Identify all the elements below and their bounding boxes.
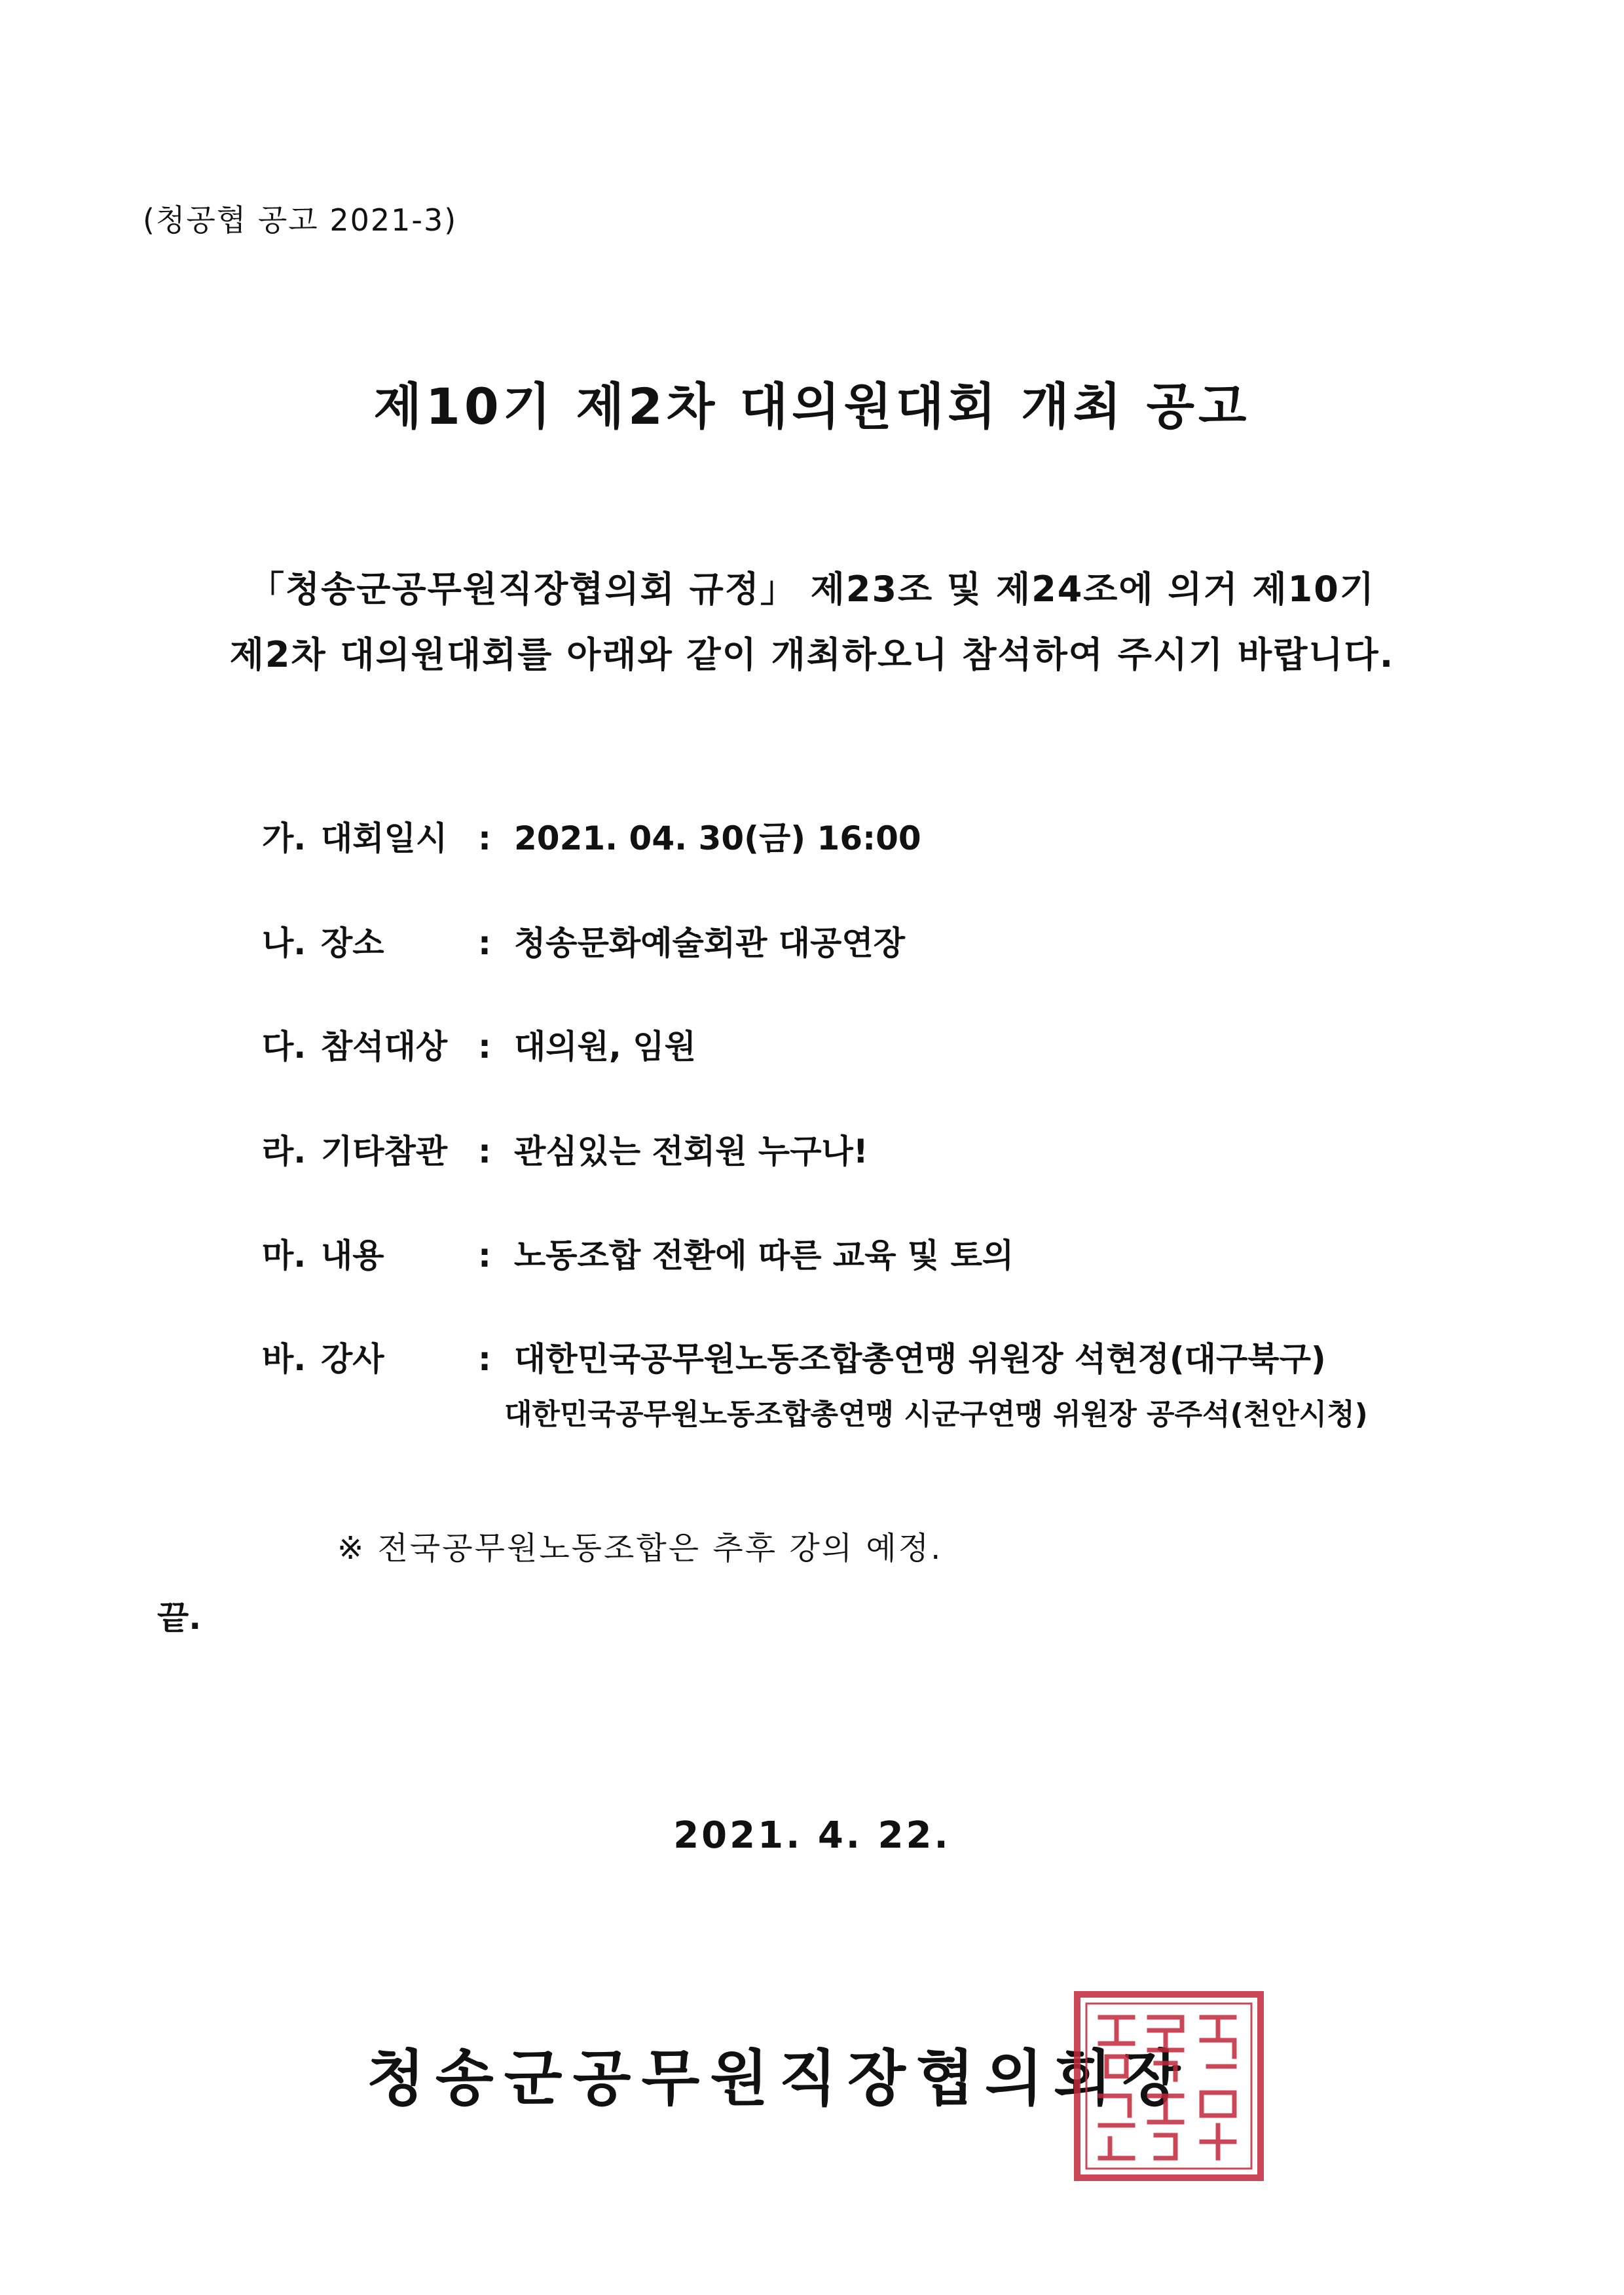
item-marker: 나.: [262, 924, 306, 962]
intro-line-2: 제2차 대의원대회를 아래와 같이 개최하오니 참석하여 주시기 바랍니다.: [229, 634, 1395, 675]
item-value-secondary: 대한민국공무원노동조합총연맹 시군구연맹 위원장 공주석(천안시청): [504, 1398, 1368, 1431]
page-title: 제10기 제2차 대의원대회 개최 공고: [373, 377, 1251, 436]
item-marker: 가.: [262, 819, 306, 857]
item-label: 대회일시: [321, 819, 448, 857]
document-number: (청공협 공고 2021-3): [143, 202, 458, 238]
item-label: 강사: [321, 1340, 384, 1378]
item-colon: :: [478, 1028, 491, 1066]
item-value: 청송문화예술회관 대공연장: [514, 924, 906, 962]
item-label: 내용: [321, 1237, 384, 1275]
item-value: 대한민국공무원노동조합총연맹 위원장 석현정(대구북구): [514, 1340, 1326, 1378]
item-marker: 라.: [262, 1132, 306, 1170]
item-marker: 다.: [262, 1028, 306, 1066]
item-colon: :: [478, 1132, 491, 1170]
note-text: ※ 전국공무원노동조합은 추후 강의 예정.: [337, 1530, 943, 1567]
item-colon: :: [478, 1340, 491, 1378]
seal-border: [1077, 1994, 1261, 2178]
intro-paragraph: [0, 557, 1624, 688]
end-mark: 끝.: [157, 1599, 202, 1637]
item-value: 2021. 04. 30(금) 16:00: [514, 819, 921, 857]
seal-glyphs: [1100, 2017, 1234, 2158]
issue-date: 2021. 4. 22.: [673, 1814, 951, 1857]
item-colon: :: [478, 924, 491, 962]
item-label: 장소: [321, 924, 384, 962]
organization-name: 청송군공무원직장협의회장: [367, 2043, 1191, 2114]
item-value: 관심있는 전회원 누구나!: [514, 1132, 868, 1170]
item-value: 노동조합 전환에 따른 교육 및 토의: [514, 1237, 1014, 1275]
item-marker: 바.: [262, 1340, 306, 1378]
item-label: 기타참관: [321, 1132, 448, 1170]
item-colon: :: [478, 1237, 491, 1275]
intro-line-1: 「청송군공무원직장협의회 규정」 제23조 및 제24조에 의거 제10기: [248, 569, 1375, 610]
item-colon: :: [478, 819, 491, 857]
item-label: 참석대상: [321, 1028, 448, 1066]
item-marker: 마.: [262, 1237, 306, 1275]
item-value: 대의원, 임원: [514, 1028, 696, 1066]
official-seal-icon: [1071, 1988, 1267, 2184]
